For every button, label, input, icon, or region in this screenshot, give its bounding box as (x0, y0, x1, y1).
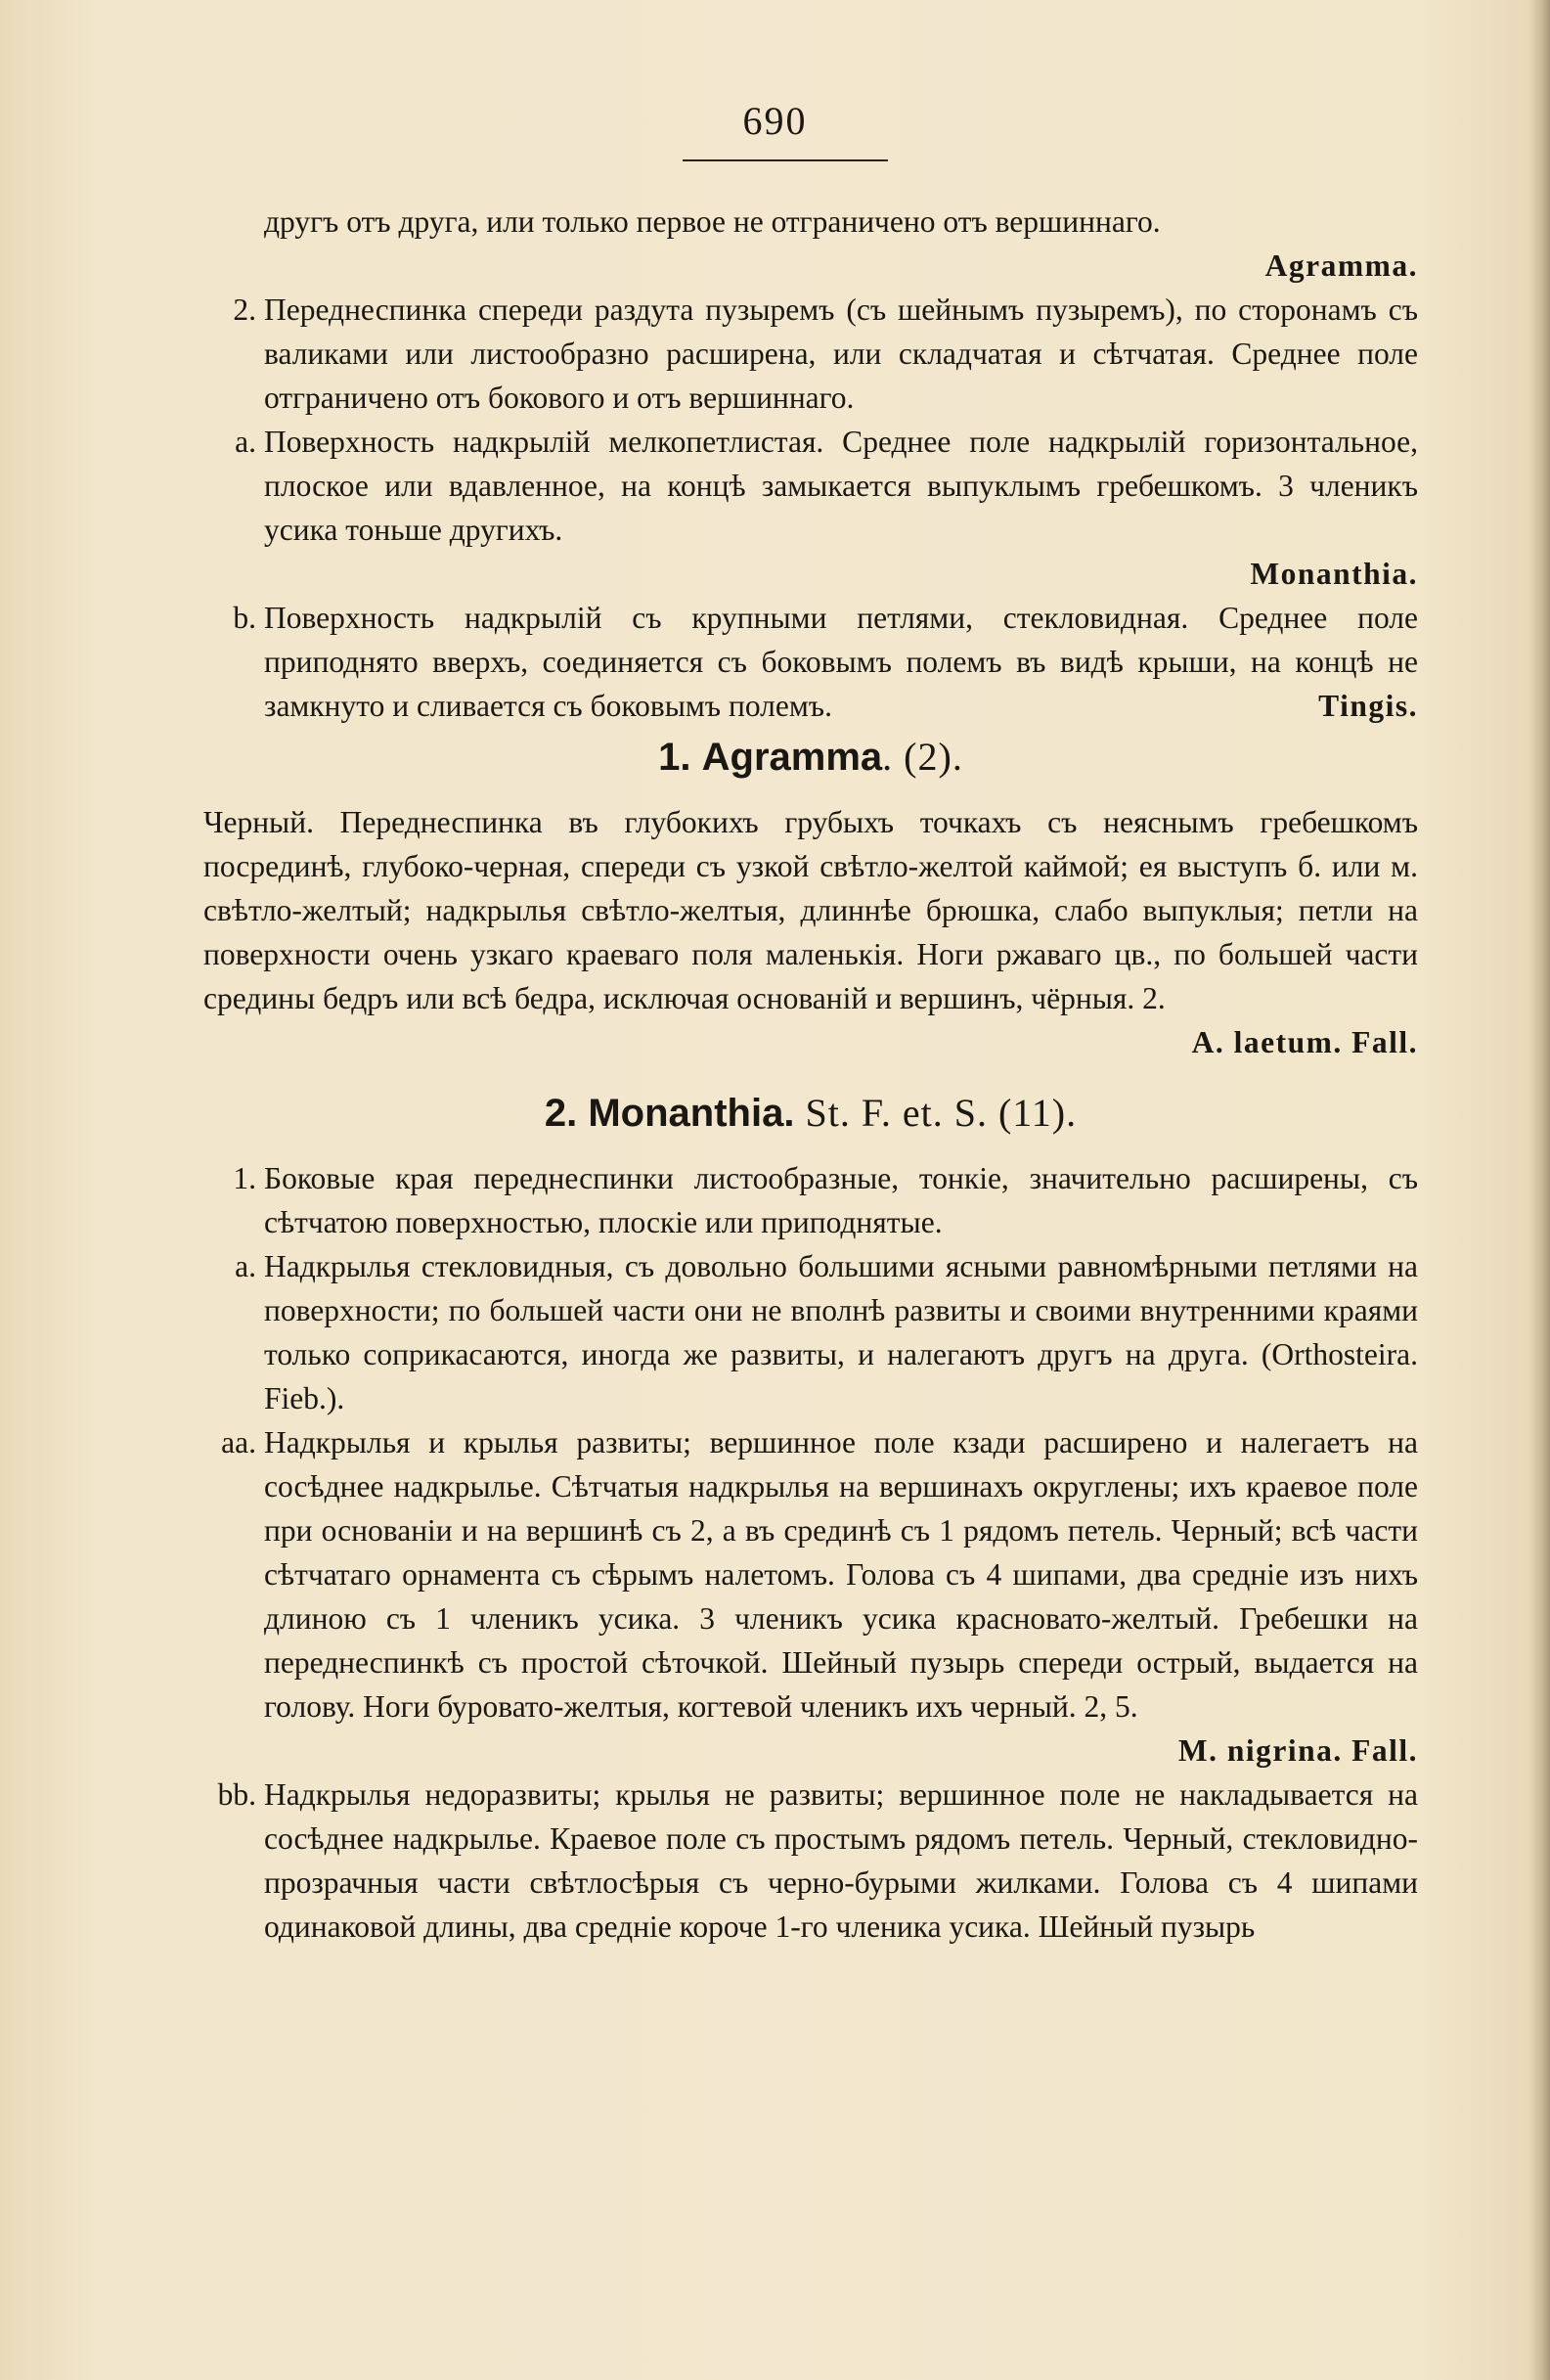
key-item-text: Надкрылья и крылья развиты; вершинное поле кзади расширено и налегаетъ на сосѣднее надкрылье. Сѣтчатыя надкрылья на вершинахъ округлены; ихъ краевое поле при основаніи и на вершинѣ съ 2, а въ срединѣ съ 1 рядомъ петель. Черный; всѣ части сѣтчатаго орнамента съ сѣрымъ налетомъ. Голова съ 4 шипами, два средніе изъ нихъ длиною съ 1 членикъ усика. 3 членикъ усика красновато-желтый. Гребешки на переднеспинкѣ съ простой сѣточкой. Шейный пузырь спереди острый, выдается на голову. Ноги буровато-желтыя, когтевой членикъ ихъ черный. 2, 5. (264, 1425, 1418, 1724)
key-item-text: Переднеспинка спереди раздута пузыремъ (съ шейнымъ пузыремъ), по сторонамъ съ валиками или листообразно расширена, или складчатая и сѣтчатая. Среднее поле отграничено отъ бокового и отъ вершиннаго. (264, 292, 1418, 415)
key-item-text: Поверхность надкрылій мелкопетлистая. Среднее поле надкрылій горизонтальное, плоское или вдавленное, на концѣ замыкается выпуклымъ гребешкомъ. 3 членикъ усика тоньше другихъ. (264, 425, 1418, 547)
section-heading-rest: . (2). (882, 735, 963, 779)
key-item-taxon: Monanthia. (1250, 557, 1418, 591)
section-heading-number: 1. (658, 736, 691, 779)
key-item (203, 1156, 1418, 1244)
page-edge-shadow (1528, 0, 1550, 2380)
page-number: 690 (742, 99, 808, 143)
section-heading-number: 2. (544, 1092, 578, 1135)
key-item-text: Боковые края переднеспинки листообразные, тонкіе, значительно расширены, съ сѣтчатою поверхностью, плоскіе или приподнятые. (264, 1161, 1418, 1239)
key-item (203, 1244, 1418, 1420)
key-item-marker: 2. (233, 292, 256, 327)
key-item-marker: a. (235, 425, 256, 459)
key-item-marker: bb. (217, 1777, 256, 1812)
key-item-text: Надкрылья стекловидныя, съ довольно большими ясными равномѣрными петлями на поверхности; по большей части они не вполнѣ развиты и своими внутренними краями только соприкасаются, иногда же развиты, и налегаютъ другъ на друга. (Orthosteira. Fieb.). (264, 1249, 1418, 1415)
section-heading-monanthia (203, 1088, 1418, 1139)
species-description: Черный. Переднеспинка въ глубокихъ грубыхъ точкахъ съ неяснымъ гребешкомъ посрединѣ, глубоко-черная, спереди съ узкой свѣтло-желтой каймой; ея выступъ б. или м. свѣтло-желтый; надкрылья свѣтло-желтыя, длиннѣе брюшка, слабо выпуклыя; петли на поверхности очень узкаго краеваго поля маленькія. Ноги ржаваго цв., по большей части средины бедръ или всѣ бедра, исключая основаній и вершинъ, чёрныя. 2. (203, 805, 1418, 1015)
key-item-marker: a. (235, 1249, 256, 1283)
key-continuation-text: другъ отъ друга, или только первое не отграничено отъ вершиннаго. (264, 204, 1161, 239)
key-item-text: Надкрылья недоразвиты; крылья не развиты; вершинное поле не накладывается на сосѣднее надкрылье. Краевое поле съ простымъ рядомъ петель. Черный, стекловидно-прозрачныя части свѣтлосѣрыя съ черно-бурыми жилками. Голова съ 4 шипами одинаковой длины, два средніе короче 1-го членика усика. Шейный пузырь (264, 1777, 1418, 1944)
section-heading-rest: St. F. et. S. (11). (794, 1091, 1078, 1135)
key-item (203, 420, 1418, 552)
key-item-marker: aa. (221, 1425, 256, 1459)
key-item (203, 1773, 1418, 1949)
key-continuation (203, 200, 1418, 244)
species-name: A. laetum. Fall. (1191, 1025, 1418, 1059)
key-item (203, 288, 1418, 420)
key-continuation-taxon: Agramma. (1264, 248, 1418, 283)
page-body (203, 200, 1418, 1949)
key-item (203, 596, 1418, 728)
key-item-marker: 1. (233, 1161, 256, 1195)
section-heading-name: Agramma (701, 736, 883, 779)
section-heading-name: Monanthia. (588, 1092, 795, 1135)
header-rule (683, 159, 888, 161)
section-heading-agramma (203, 732, 1418, 783)
key-item-taxon: Tingis. (1318, 689, 1418, 723)
key-item (203, 1420, 1418, 1729)
key-item-taxon: M. nigrina. Fall. (1177, 1733, 1418, 1768)
key-item-text: Поверхность надкрылій съ крупными петлями, стекловидная. Среднее поле приподнято вверхъ, соединяется съ боковымъ полемъ въ видѣ крыши, на концѣ не замкнуто и сливается съ боковымъ полемъ. (264, 601, 1418, 723)
key-item-marker: b. (233, 601, 256, 635)
